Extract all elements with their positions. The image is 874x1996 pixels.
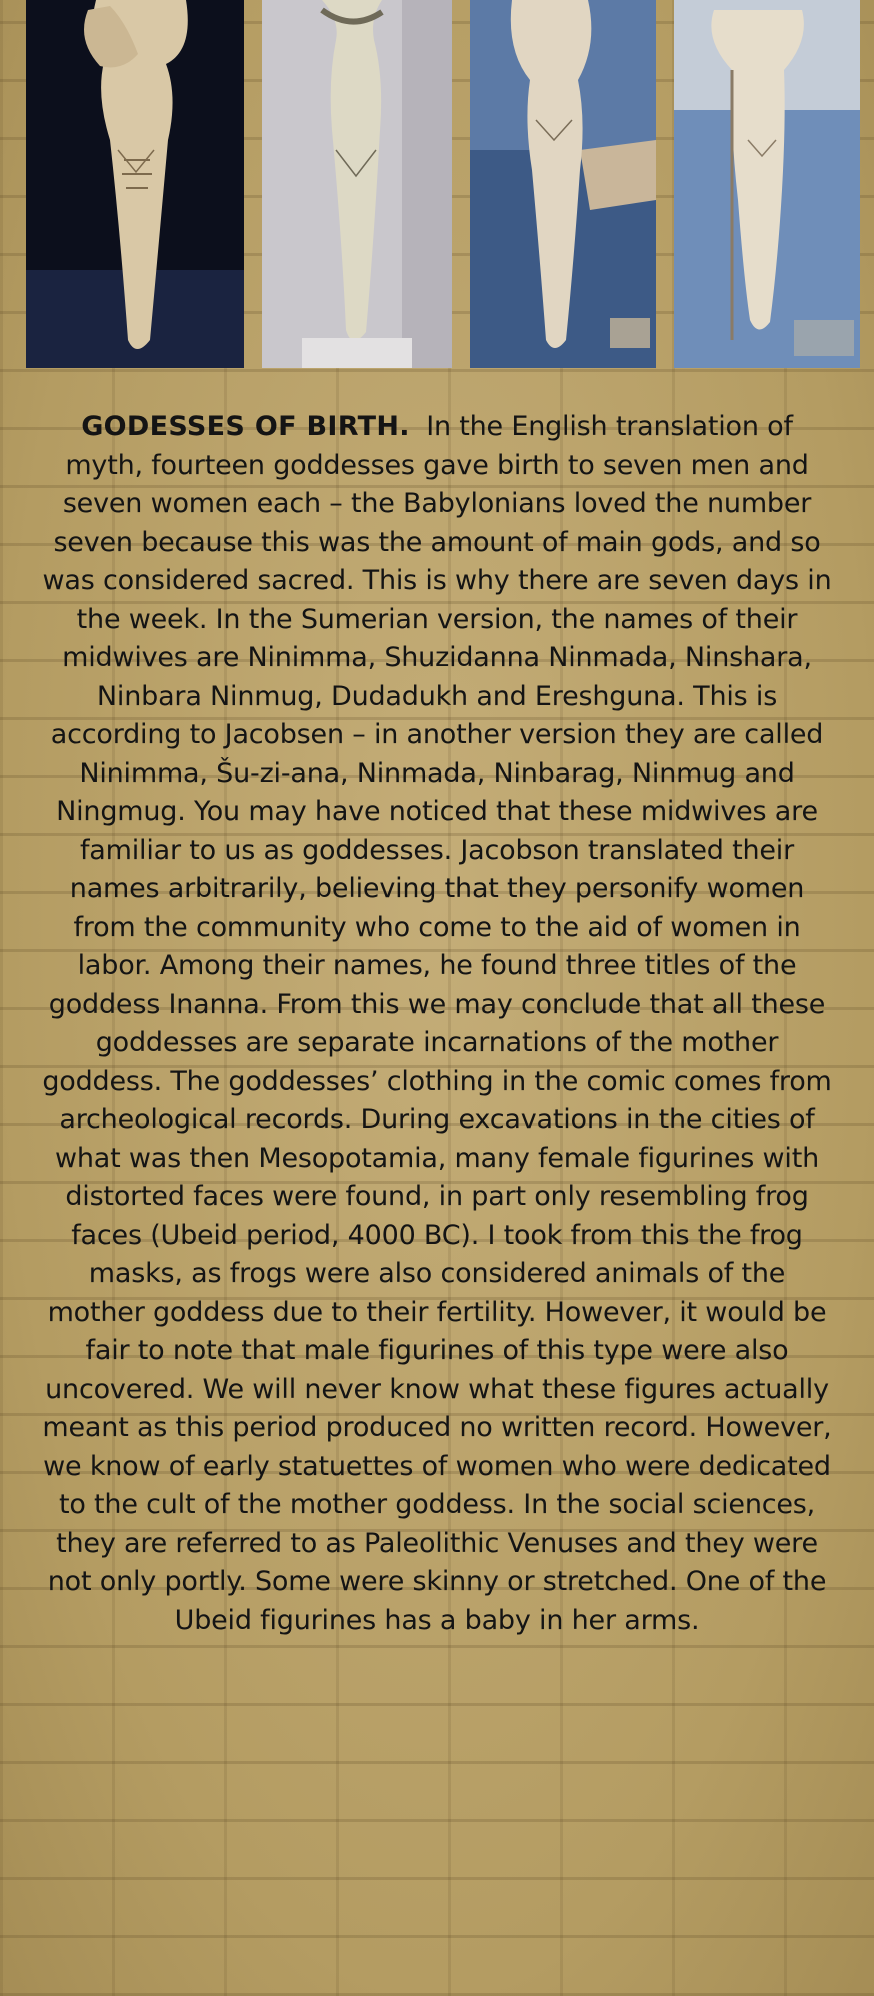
article-text: [40, 408, 834, 1640]
figurine-photo-2: [262, 0, 452, 368]
figurine-photo-3: [470, 0, 656, 368]
article-heading: GODESSES OF BIRTH.: [81, 411, 410, 442]
figurine-photo-4: [674, 0, 860, 368]
figurine-photo-1: [26, 0, 244, 368]
figurine-photo-strip: [0, 0, 874, 368]
article-body: In the English translation of myth, fourteen goddesses gave birth to seven men and seven women each – the Babylonians loved the number seven because this was the amount of main gods, and so was considered sacred. This is why there are seven days in the week. In the Sumerian version, the names of their midwives are Ninimma, Shuzidanna Ninmada, Ninshara, Ninbara Ninmug, Dudadukh and Ereshguna. This is according to Jacobsen – in another version they are called Ninimma, Šu-zi-ana, Ninmada, Ninbarag, Ninmug and Ningmug. You may have noticed that these midwives are familiar to us as goddesses. Jacobson translated their names arbitrarily, believing that they personify women from the community who come to the aid of women in labor. Among their names, he found three titles of the goddess Inanna. From this we may conclude that all these goddesses are separate incarnations of the mother goddess. The goddesses’ clothing in the comic comes from archeological records. During excavations in the cities of what was then Mesopotamia, many female figurines with distorted faces were found, in part only resembling frog faces (Ubeid period, 4000 BC). I took from this the frog masks, as frogs were also considered animals of the mother goddess due to their fertility. However, it would be fair to note that male figurines of this type were also uncovered. We will never know what these figures actually meant as this period produced no written record. However, we know of early statuettes of women who were dedicated to the cult of the mother goddess. In the social sciences, they are referred to as Paleolithic Venuses and they were not only portly. Some were skinny or stretched. One of the Ubeid figurines has a baby in her arms.: [42, 411, 832, 1636]
